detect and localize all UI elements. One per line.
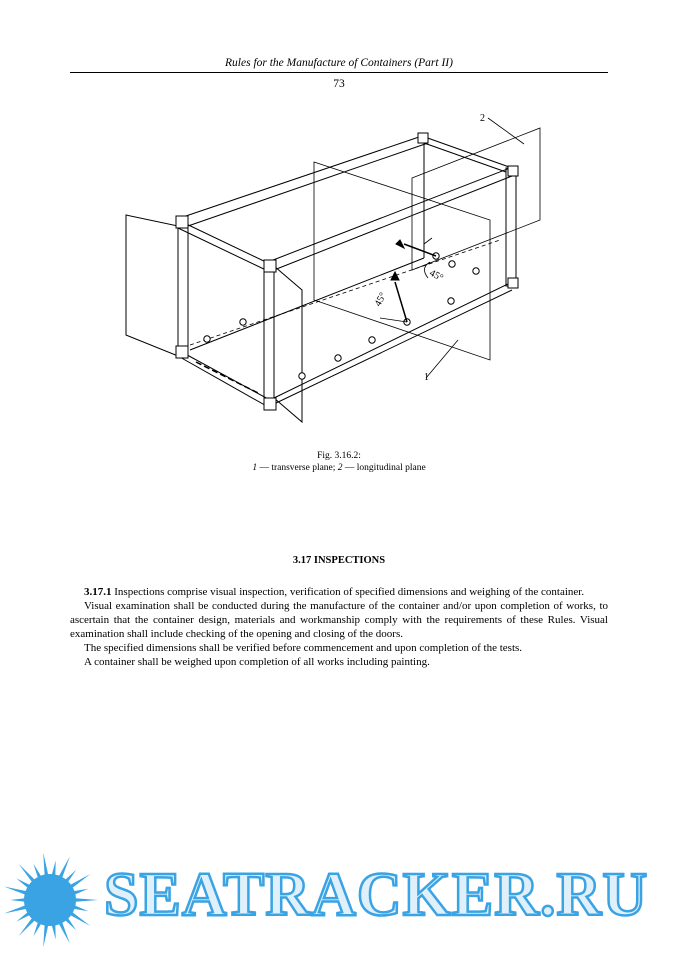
right-door [274,266,302,422]
sun-ray [69,911,90,926]
front-frame [178,220,188,354]
sun-ray [19,864,36,884]
page-number: 73 [333,78,345,90]
caption-item1-num: 1 [252,463,258,473]
sun-ray [16,911,31,921]
sun-ray [43,853,48,877]
sun-ray [33,921,41,936]
figure-label-2: 2 [480,113,485,124]
caption-item1-text: — transverse plane; [257,463,338,473]
paragraph-1-text: Inspections comprise visual inspection, verification of specified dimensions and weighing of the container. [111,586,585,598]
sun-ray [64,917,76,930]
sun-ray [58,856,70,879]
sun-ray [69,874,90,889]
paragraph-4: A container shall be weighed upon completion of all works including painting. [84,656,430,668]
paragraph-1 [70,585,608,599]
transverse-plane [314,162,490,360]
sun-icon [4,853,98,948]
sun-ray [72,905,88,911]
sun-ray [43,923,48,947]
paragraph-3: The specified dimensions shall be verified before commencement and upon completion of the tests. [84,642,523,654]
running-header: Rules for the Manufacture of Containers (Part II) [225,57,453,69]
sun-ray [72,889,88,895]
paragraph-1-number: 3.17.1 [84,586,112,598]
caption-item2-text: — longitudinal plane [342,463,426,473]
sun-ray [58,921,70,944]
section-body [70,585,608,669]
sun-ray [52,860,56,876]
container-figure [110,105,570,435]
sun-ray [16,878,31,888]
watermark-text: SEATRACKER.RU [104,861,649,929]
sun-ray [10,898,26,902]
sun-ray [4,905,28,914]
sun-ray [19,917,36,937]
section-title: 3.17 INSPECTIONS [292,555,386,566]
figure-label-1: 1 [424,372,429,383]
caption-title: Fig. 3.16.2: [317,451,361,461]
sun-ray [52,923,56,939]
paragraph-2: Visual examination shall be conducted during the manufacture of the container and/or upon completion of works, to ascertain that the container design, materials and workmanship comply with the requirements of these Rules. Visual examination shall include checking of the opening and closing of the doors. [70,600,608,640]
caption-legend [70,462,608,474]
angle-label-a: 45° [372,290,389,309]
header-rule [70,72,608,73]
sun-ray [33,864,41,879]
sun-ray [74,898,98,902]
sun-ray [64,870,76,883]
caption-item2-num: 2 [337,463,343,473]
left-door [126,215,178,356]
angle-label-b: 45° [427,267,445,284]
figure-caption [70,450,608,474]
sun-ray [4,887,28,896]
